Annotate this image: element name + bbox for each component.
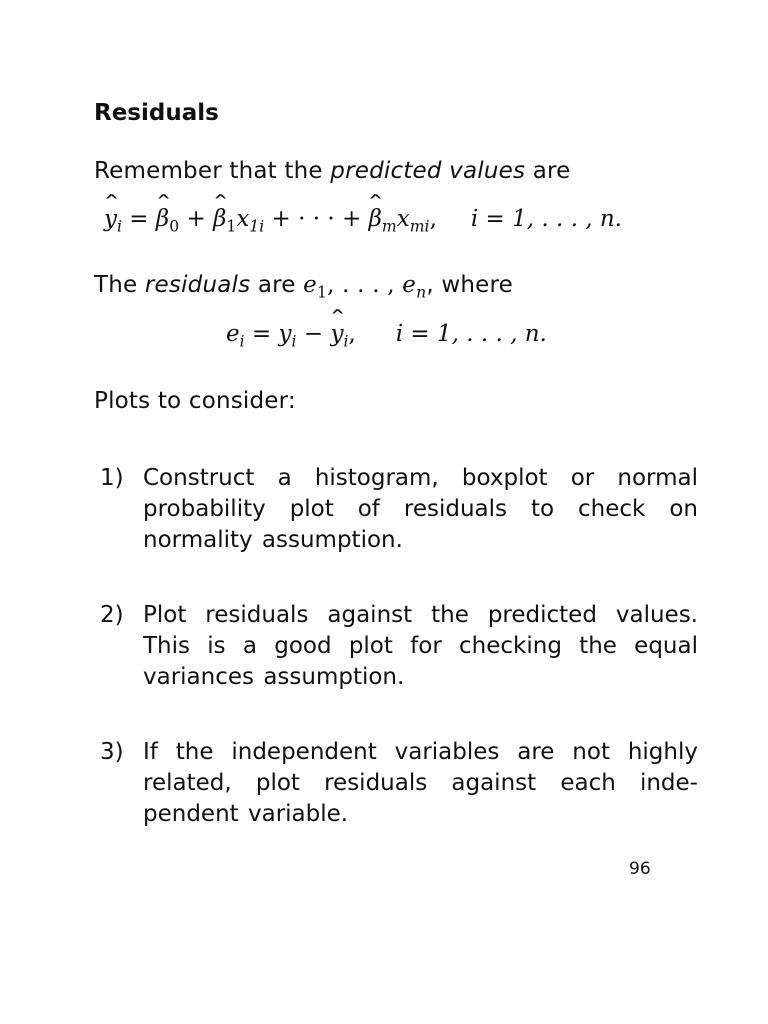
- beta0-symbol: ˆ β: [156, 206, 169, 232]
- residuals-emphasis: residuals: [144, 272, 251, 298]
- list-item-number: 3): [100, 739, 124, 765]
- x1-symbol: x: [236, 206, 250, 232]
- e1-subscript: 1: [316, 282, 328, 302]
- intro-sentence: [94, 158, 571, 184]
- residuals-sentence: [94, 272, 513, 302]
- beta1-symbol: ˆ β: [213, 206, 226, 232]
- en-symbol: e: [402, 272, 417, 298]
- residuals-text-after: , where: [426, 272, 513, 298]
- list-item: [100, 463, 698, 556]
- yhat-symbol: ˆ y: [104, 206, 117, 232]
- section-title: Residuals: [94, 100, 219, 126]
- residuals-ellipsis: , . . . ,: [327, 272, 403, 298]
- list-item: [100, 737, 698, 830]
- x1-subscript: 1i: [249, 216, 265, 236]
- list-item-text: Plot residuals against the predicted values. This is a good plot for checking the equal variances assumption.: [143, 602, 698, 690]
- betam-subscript: m: [381, 216, 397, 236]
- intro-text-after: are: [525, 158, 571, 184]
- yhat-subscript: i: [117, 216, 122, 236]
- residuals-text-before: The: [94, 272, 145, 298]
- yhati-subscript: i: [343, 331, 349, 351]
- ei-subscript: i: [239, 331, 245, 351]
- residual-equation: $e_i = y_i$ − ˆ $y_i$, i = 1, . . . , n.: [226, 321, 547, 351]
- predicted-values-equation: ˆ $y_i$ = ˆ $\beta_0$ + ˆ $\beta_1x_{1i}$ + · · · + ˆ $\beta_mx_{mi}$, i = 1, . . . , n.: [104, 206, 622, 236]
- cdots: · · ·: [298, 206, 335, 232]
- list-item-number: 2): [100, 602, 124, 628]
- resid-index-range: i = 1, . . . , n.: [395, 321, 547, 347]
- beta1-subscript: 1: [226, 216, 237, 236]
- list-item-text: If the independent variables are not highly related, plot residuals against each inde-pendent variable.: [143, 739, 698, 827]
- beta0-subscript: 0: [169, 216, 180, 236]
- residuals-text-mid: are: [250, 272, 304, 298]
- yi-subscript: i: [291, 331, 297, 351]
- index-range: i = 1, . . . , n.: [470, 206, 622, 232]
- xm-subscript: mi: [409, 216, 430, 236]
- betam-symbol: ˆ β: [369, 206, 382, 232]
- page-number: 96: [629, 859, 651, 879]
- intro-emphasis: predicted values: [330, 158, 526, 184]
- intro-text-before: Remember that the: [94, 158, 331, 184]
- list-item: [100, 600, 698, 693]
- plots-heading: Plots to consider:: [94, 388, 296, 414]
- en-subscript: n: [416, 282, 427, 302]
- xm-symbol: x: [396, 206, 410, 232]
- ei-symbol: e: [226, 321, 240, 347]
- list-item-number: 1): [100, 465, 124, 491]
- yhati-symbol: ˆ y: [330, 321, 343, 347]
- e1-symbol: e: [303, 272, 317, 298]
- list-item-text: Construct a histogram, boxplot or normal probability plot of residuals to check on normality assumption.: [143, 465, 698, 553]
- yi-symbol: y: [278, 321, 292, 347]
